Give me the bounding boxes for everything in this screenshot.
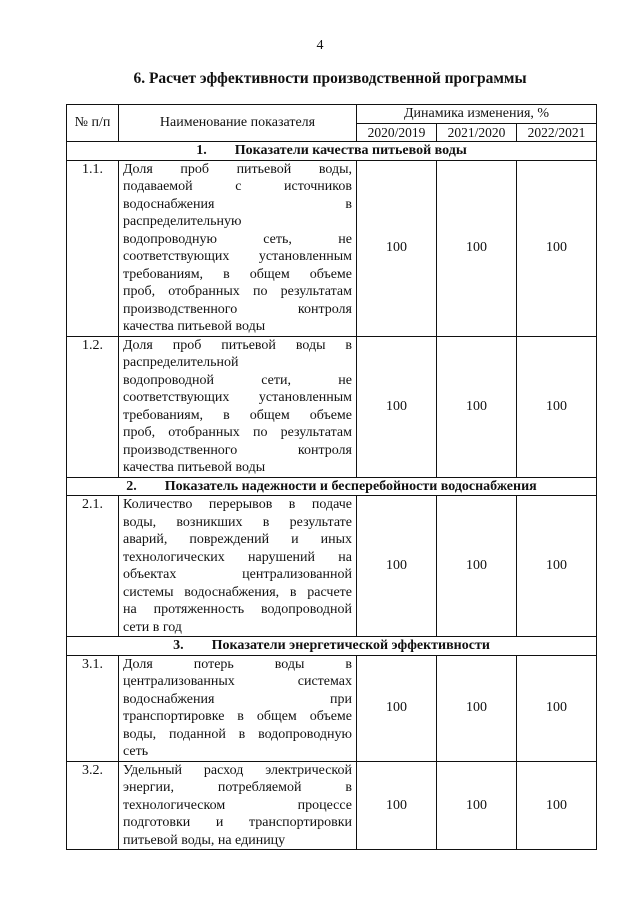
indicator-name-line: объектах централизованной [123, 567, 352, 582]
indicator-name-line: качества питьевой воды [123, 319, 266, 334]
section-header-cell [67, 477, 597, 496]
dynamics-value: 100 [437, 761, 517, 850]
header-year-2021-2020: 2021/2020 [437, 123, 517, 142]
indicator-name-line: сети в год [123, 619, 182, 635]
indicator-name-line: производственного контроля [123, 442, 352, 458]
row-number: 1.2. [67, 336, 119, 477]
dynamics-value: 100 [357, 655, 437, 761]
indicator-name-line: требованиям, в общем объеме [123, 266, 352, 282]
indicator-name-line: водопроводную сеть, не [123, 231, 352, 247]
section-header-row [67, 637, 597, 656]
indicator-name-line: проб, отобранных по результатам [123, 284, 352, 299]
indicator-name-line: соответствующих установленным [123, 249, 352, 264]
dynamics-value: 100 [437, 496, 517, 637]
indicator-name-line: транспортировке в общем объеме [123, 709, 352, 724]
section-title-text: Показатели качества питьевой воды [234, 143, 467, 158]
indicator-name-line: Удельный расход электрической [123, 762, 352, 778]
indicator-name-line: требованиям, в общем объеме [123, 407, 352, 423]
dynamics-value: 100 [437, 336, 517, 477]
section-number: 3. [173, 638, 184, 653]
indicator-name-line: технологическом процессе [123, 797, 352, 813]
dynamics-value: 100 [357, 761, 437, 850]
indicator-name-line: на протяженность водопроводной [123, 602, 352, 617]
dynamics-value: 100 [517, 160, 597, 336]
indicator-name-line: воды, поданной в водопроводную [123, 726, 352, 742]
table-row [67, 496, 597, 637]
header-number: № п/п [67, 105, 119, 142]
indicator-name-line: Количество перерывов в подаче [123, 497, 352, 512]
dynamics-value: 100 [357, 160, 437, 336]
section-title: 6. Расчет эффективности производственной программы [133, 70, 527, 87]
indicator-name-line: подготовки и транспортировки [123, 815, 352, 830]
row-number: 3.1. [67, 655, 119, 761]
section-number: 1. [196, 143, 207, 158]
indicator-name-line: проб, отобранных по результатам [123, 425, 352, 440]
table-row [67, 336, 597, 477]
table-row [67, 761, 597, 850]
indicator-name-line: Доля проб питьевой воды, [123, 161, 352, 177]
section-header-cell [67, 637, 597, 656]
row-number: 3.2. [67, 761, 119, 850]
efficiency-table [66, 104, 597, 850]
dynamics-value: 100 [357, 496, 437, 637]
dynamics-value: 100 [357, 336, 437, 477]
header-indicator-name: Наименование показателя [119, 105, 357, 142]
row-number: 1.1. [67, 160, 119, 336]
indicator-name-line: Доля проб питьевой воды в [123, 337, 352, 353]
indicator-name-line: качества питьевой воды [123, 460, 266, 475]
indicator-name [119, 336, 357, 477]
section-header-cell [67, 142, 597, 161]
dynamics-value: 100 [437, 160, 517, 336]
indicator-name-line: водоснабжения в [123, 196, 352, 212]
indicator-name [119, 655, 357, 761]
indicator-name-line: распределительной [123, 355, 239, 370]
indicator-name-line: соответствующих установленным [123, 390, 352, 405]
indicator-name-line: энергии, потребляемой в [123, 780, 352, 795]
dynamics-value: 100 [517, 336, 597, 477]
indicator-name-line: водоснабжения при [123, 691, 352, 707]
indicator-name-line: питьевой воды, на единицу [123, 832, 286, 848]
indicator-name-line: воды, возникших в результате [123, 514, 352, 530]
header-year-2022-2021: 2022/2021 [517, 123, 597, 142]
section-number: 2. [126, 478, 137, 494]
header-dynamics: Динамика изменения, % [357, 105, 597, 124]
header-year-2020-2019: 2020/2019 [357, 123, 437, 142]
dynamics-value: 100 [517, 496, 597, 637]
indicator-name-line: системы водоснабжения, в расчете [123, 584, 352, 600]
table-row [67, 655, 597, 761]
indicator-name-line: централизованных системах [123, 674, 352, 689]
section-header-row [67, 142, 597, 161]
indicator-name-line: водопроводной сети, не [123, 372, 352, 388]
indicator-name-line: сеть [123, 744, 149, 759]
indicator-name [119, 496, 357, 637]
dynamics-value: 100 [517, 655, 597, 761]
table-row [67, 160, 597, 336]
section-header-row [67, 477, 597, 496]
indicator-name-line: Доля потерь воды в [123, 656, 352, 672]
indicator-name [119, 761, 357, 850]
indicator-name-line: аварий, повреждений и иных [123, 532, 352, 547]
row-number: 2.1. [67, 496, 119, 637]
section-title-text: Показатели энергетической эффективности [211, 638, 490, 653]
indicator-name-line: подаваемой с источников [123, 179, 352, 194]
dynamics-value: 100 [517, 761, 597, 850]
indicator-name-line: производственного контроля [123, 301, 352, 317]
indicator-name-line: технологических нарушений на [123, 549, 352, 565]
indicator-name [119, 160, 357, 336]
dynamics-value: 100 [437, 655, 517, 761]
indicator-name-line: распределительную [123, 214, 242, 229]
section-title-text: Показатель надежности и бесперебойности водоснабжения [164, 478, 537, 494]
page-number: 4 [316, 38, 324, 53]
